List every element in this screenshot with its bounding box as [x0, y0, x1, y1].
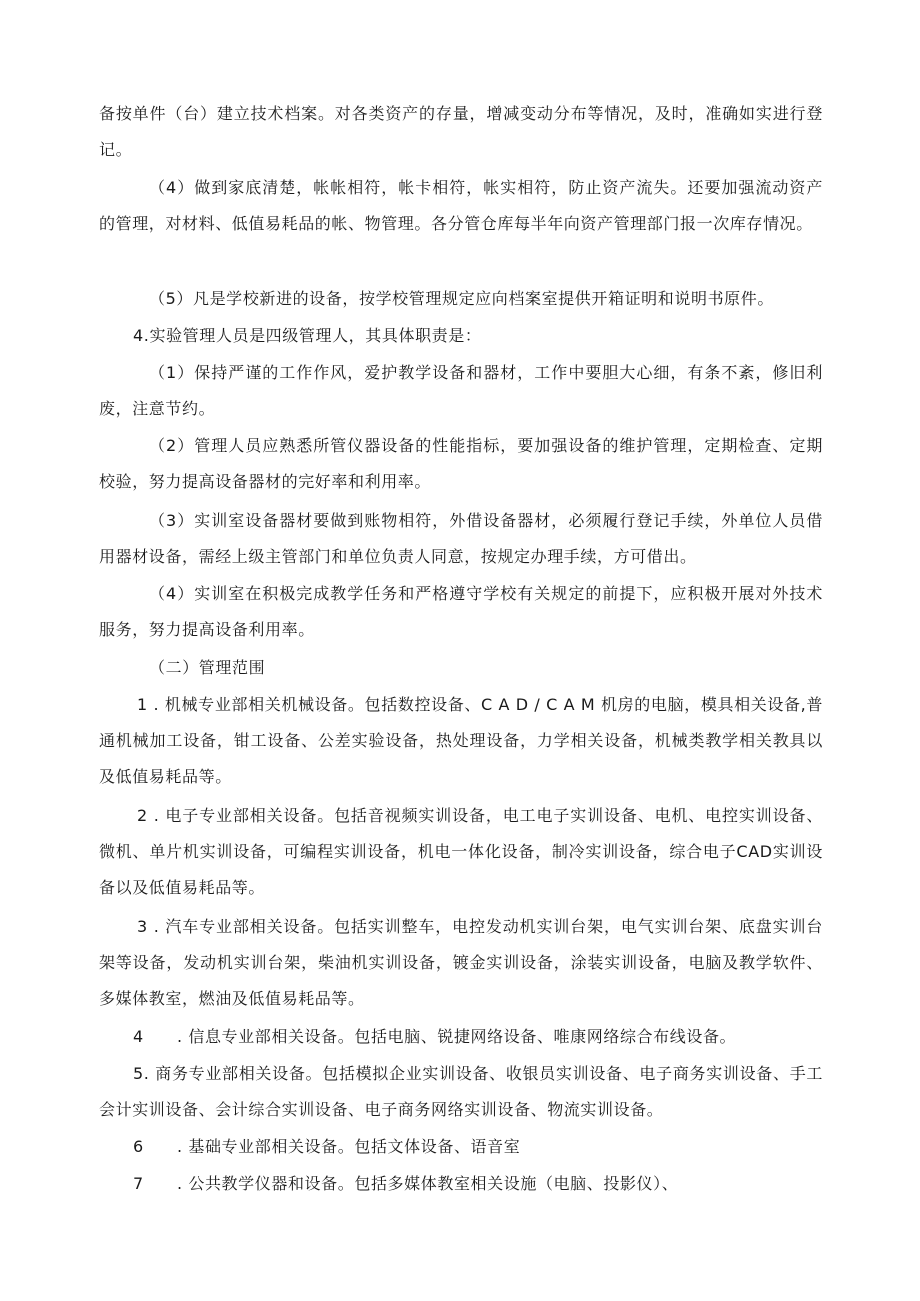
section-heading-management-scope: （二）管理范围	[149, 658, 266, 677]
paragraph-scope-3-automotive: 3 . 汽车专业部相关设备。包括实训整车，电控发动机实训台架，电气实训台架、底盘实训台架等设备，发动机实训台架，柴油机实训设备，镀金实训设备，涂装实训设备，电脑及教学软件、多媒体教室，燃油及低值易耗品等。	[99, 917, 823, 1008]
paragraph-duty-4: （4）实训室在积极完成教学任务和严格遵守学校有关规定的前提下，应积极开展对外技术服务，努力提高设备利用率。	[99, 584, 823, 639]
paragraph-scope-2-electronics: 2 . 电子专业部相关设备。包括音视频实训设备，电工电子实训设备、电机、电控实训设备、微机、单片机实训设备，可编程实训设备，机电一体化设备，制冷实训设备，综合电子CAD实训设备以及低值易耗品等。	[99, 806, 823, 897]
paragraph-duty-1: （1）保持严谨的工作作风，爱护教学设备和器材，工作中要胆大心细，有条不紊，修旧利废，注意节约。	[99, 363, 823, 418]
paragraph-archive-registration: 备按单件（台）建立技术档案。对各类资产的存量，增减变动分布等情况，及时，准确如实进行登记。	[99, 104, 823, 159]
paragraph-lab-manager-duties-heading: 4.实验管理人员是四级管理人，其具体职责是：	[133, 326, 482, 345]
paragraph-scope-7-public-teaching: 7 . 公共教学仪器和设备。包括多媒体教室相关设施（电脑、投影仪）、	[133, 1174, 679, 1193]
paragraph-scope-1-mechanical: 1 . 机械专业部相关机械设备。包括数控设备、C A D / C A M 机房的电脑，模具相关设备,普通机械加工设备，钳工设备、公差实验设备，热处理设备，力学相关设备，机械类教学相关教具以及低值易耗品等。	[99, 695, 823, 786]
paragraph-item-5-new-equipment: （5）凡是学校新进的设备，按学校管理规定应向档案室提供开箱证明和说明书原件。	[149, 289, 774, 308]
paragraph-duty-3: （3）实训室设备器材要做到账物相符，外借设备器材，必须履行登记手续，外单位人员借用器材设备，需经上级主管部门和单位负责人同意，按规定办理手续，方可借出。	[99, 511, 823, 566]
paragraph-scope-6-foundation: 6 . 基础专业部相关设备。包括文体设备、语音室	[133, 1137, 521, 1156]
paragraph-item-4-asset-consistency: （4）做到家底清楚，帐帐相符，帐卡相符，帐实相符，防止资产流失。还要加强流动资产的管理，对材料、低值易耗品的帐、物管理。各分管仓库每半年向资产管理部门报一次库存情况。	[99, 178, 823, 233]
paragraph-duty-2: （2）管理人员应熟悉所管仪器设备的性能指标，要加强设备的维护管理，定期检查、定期校验，努力提高设备器材的完好率和利用率。	[99, 436, 823, 491]
paragraph-scope-4-information: 4 . 信息专业部相关设备。包括电脑、锐捷网络设备、唯康网络综合布线设备。	[133, 1027, 737, 1046]
paragraph-scope-5-business: 5. 商务专业部相关设备。包括模拟企业实训设备、收银员实训设备、电子商务实训设备、手工会计实训设备、会计综合实训设备、电子商务网络实训设备、物流实训设备。	[99, 1064, 823, 1119]
